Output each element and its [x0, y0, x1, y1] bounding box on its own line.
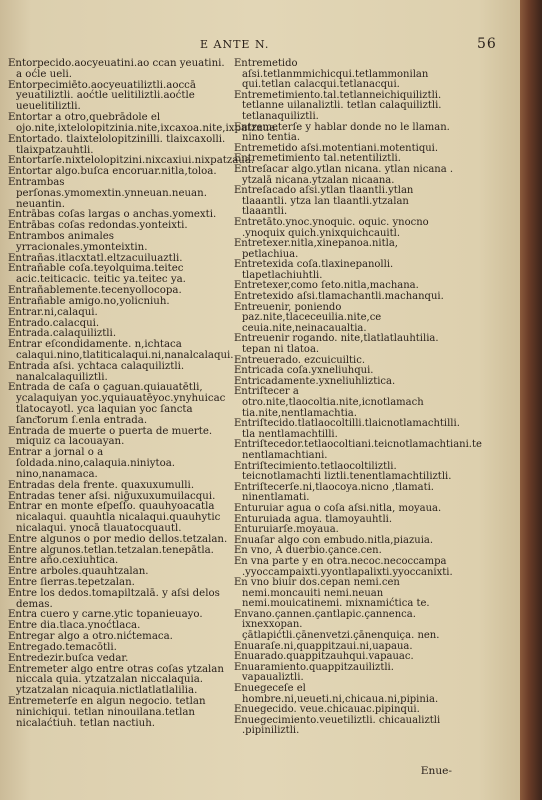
dictionary-entry: Entricada coſa.yxneliuhqui. [234, 365, 374, 377]
dictionary-entry: Entre algunos.tetlan.tetzalan.tenepātla. [8, 544, 214, 556]
dictionary-entry: Entremetimiento tal.netentiliztli. [234, 153, 401, 165]
dictionary-entry: Enuaramiento.quappitzauiliztli. vapaualiztli. [234, 661, 394, 684]
dictionary-entry: Entremetido aſsi.tetlanmmichicqui.tetlammonilan qui.tetlan calacqui.tetlanacqui. [234, 58, 429, 91]
dictionary-entry: Entretexer.nitla,xinepanoa.nitla, petlachiua. [234, 238, 398, 260]
dictionary-entry: Entortado. tlaixtelolopitzinilli. tlaixcaxolli. tlaixpatzauhtli. [8, 133, 226, 156]
dictionary-entry: Enuarado.quappitzauhqui.vapauac. [234, 651, 414, 663]
dictionary-entry: Entreuenir rogando. nite,tlatlatlauhtilia. tepan ni tlatoa. [234, 333, 439, 356]
dictionary-entry: Entortar a otro,quebrādole el ojo.nite,ixtelolopitzinia.nite,ixcaxoa.nite,ixpatzaua. [8, 112, 279, 134]
dictionary-entry: Entretāto.ynoc.ynoquic. oquic. ynocno .ynoquix quich.ynixquichcauitl. [234, 216, 429, 239]
dictionary-entry: Entretexido aſsi.tlamachantli.machanqui. [234, 291, 444, 303]
dictionary-entry: Entremetimiento.tal.tetlanneichiquiliztli. tetlanne uilanaliztli. tetlan calaquiliztli. tetlanaquiliztli. [234, 89, 442, 122]
dictionary-entry: Entortar algo.buſca encoruar.nitla,toloa. [8, 166, 217, 178]
dictionary-entry: Entrada.calaquiliztli. [8, 328, 117, 340]
dictionary-entry: Entrar.ni,calaqui. [8, 306, 98, 318]
dictionary-entry: Enuegecimiento.veuetiliztli. chicaualiztli .pipiniliztli. [234, 714, 441, 737]
dictionary-entry: Entortarſe.nixtelolopitzini.nixcaxiui.nixpatzaua. [8, 155, 255, 167]
dictionary-entry: Entrañable amigo.no,yolicniuh. [8, 295, 170, 307]
dictionary-entry: Entre algunos o por medio dellos.tetzalan. [8, 533, 228, 545]
dictionary-entry: Entrada de caſa o çaguan.quiauatētli, ycalaquiyan yoc.yquiauatēyoc.ynyhuicac tlatocayotl. yca laquian yoc ſancta ſanc͞torum ſ.enla entrada. [8, 382, 226, 426]
dictionary-entry: Enturuiarſe.moyaua. [234, 524, 339, 536]
dictionary-entry: Entremeterſe en algun negocio. tetlan ninichiqui. tetlan ninouilana.tetlan nicalaćtiuh. tetlan nactiuh. [8, 695, 206, 729]
dictionary-entry: Enuaraſe.ni,quappitzaui.ni,uapaua. [234, 640, 413, 652]
right-column [234, 58, 482, 737]
dictionary-entry: Entriſtecimiento.tetlaocoltiliztli. teicnotlamachti liztli.tenentlamachtiliztli. [234, 460, 452, 483]
dictionary-entry: Entre los dedos.tomapiltzalā. y aſsi delos demas. [8, 587, 220, 610]
dictionary-entry: Enuegeceſe el hombre.ni,ueueti.ni,chicaua.ni,pipinia. [234, 683, 439, 705]
dictionary-entry: Entrābas coſas largas o anchas.yomexti. [8, 209, 217, 221]
dictionary-entry: Entra cuero y carne.ytic topanieuayo. [8, 609, 203, 621]
dictionary-entry: Entrar en monte eſpeſſo. quauhyoacatla nicalaqui. quauhtla nicalaqui.quauhytic nicalaqui. ynocā tlauatocquautl. [8, 501, 221, 534]
dictionary-entry: Enuegecido. veue.chicauac.pipinqui. [234, 704, 420, 716]
dictionary-entry: Entremeter algo entre otras coſas ytzalan niccala quia. ytzatzalan niccalaquia. ytzatzalan nicaquia.nictlatlatlalilia. [8, 663, 224, 697]
dictionary-entry: Entredezir.buſca vedar. [8, 652, 129, 664]
dictionary-entry: Enturuiar agua o coſa aſsi.nitla, moyaua. [234, 502, 442, 514]
dictionary-entry: Entrañas.itlacxtatl.eltzacuiluaztli. [8, 252, 183, 264]
dictionary-entry: Entrambos animales yrracionales.ymonteixtin. [8, 231, 148, 253]
dictionary-entry: Entrar a jornal o a ſoldada.nino,calaquia.niniytoa. nino,nanamaca. [8, 447, 176, 480]
dictionary-entry: Enturuiada agua. tlamoyauhtli. [234, 513, 393, 525]
dictionary-entry: Entrada de muerte o puerta de muerte. miquiz ca lacouayan. [8, 425, 213, 448]
dictionary-entry: Entre año.cexiuhtica. [8, 555, 119, 567]
dictionary-entry: Entregar algo a otro.nićtemaca. [8, 631, 173, 643]
dictionary-entry: Entriſtecido.tlatlaocoltilli.tlaicnotlamachtilli. tla nentlamachtilli. [234, 418, 460, 440]
dictionary-entry: En vno, A duerbio.çance.cen. [234, 545, 382, 557]
dictionary-entry: Entrado.calacqui. [8, 317, 100, 329]
dictionary-entry: Envano.çannen.çantlapic.çannenca. ixnexxopan. çātlapićtli.çānenvetzi.çānenquiça. nen. [234, 608, 440, 642]
catchword: Enue- [420, 765, 452, 777]
dictionary-entry: Entre arboles.quauhtzalan. [8, 566, 149, 578]
running-head: E ANTE N. [200, 38, 270, 51]
dictionary-entry: Entradas dela frente. quaxuxumulli. [8, 479, 195, 491]
dictionary-entry: Entretexer,como ſeto.nitla,machana. [234, 280, 419, 292]
dictionary-entry: Entradas tener aſsi. niḡuxuxumuilacqui. [8, 490, 216, 502]
dictionary-entry: Entre ſierras.tepetzalan. [8, 577, 135, 588]
page-edge [520, 0, 542, 800]
dictionary-entry: Entremeterſe y hablar donde no le llaman. nino tentia. [234, 121, 450, 144]
left-column [8, 58, 279, 729]
dictionary-entry: Entrar eſcondidamente. n,ichtaca calaqui.nino,tlatiticalaqui.ni,nanalcalaqui. [8, 339, 234, 361]
dictionary-entry: Entreuenir, poniendo paz.nite,tlaceceuilia.nite,ce ceuia.nite,neinacaualtia. [234, 301, 382, 334]
dictionary-entry: Entregado.temacōtli. [8, 641, 117, 653]
dictionary-entry: Enuaſar algo con embudo.nitla,piazuia. [234, 534, 434, 546]
dictionary-entry: Entrañable coſa.teyolquima.teitec acic.teiticacic. teitic ya.teitec ya. [8, 263, 186, 286]
dictionary-entry: Entre dia.tlaca.ynoćtlaca. [8, 620, 141, 632]
dictionary-entry: Entriſtecedor.tetlaocoltiani.teicnotlamachtiani.te nentlamachtiani. [234, 439, 482, 461]
dictionary-entry: Entriſtecerſe.ni,tlaocoya.nicno ,tlamati. ninentlamati. [234, 481, 434, 504]
dictionary-entry: Entrambas perſonas.ymomextin.ynneuan.neuan. neuantin. [8, 176, 207, 210]
dictionary-entry: En vna parte y en otra.necoc.necoccampa .yyoccampaixti.yyontlapalixti.yyoccanixti. [234, 555, 453, 578]
dictionary-entry: Entreuerado. ezcuicuiltic. [234, 354, 366, 366]
dictionary-entry: Entretexida coſa.tlaxinepanolli. tlapetlachiuhtli. [234, 259, 394, 281]
page-number: 56 [477, 36, 497, 52]
dictionary-entry: Entorpecimiēto.aocyeuatiliztli.aoccā yeuatiliztli. aoćtle uelitiliztli.aoćtle ueuelitiliztli. [8, 79, 196, 113]
dictionary-entry: Entreſacar algo.ytlan nicana. ytlan nicana . ytzalā nicana.ytzalan nicaana. [234, 163, 454, 186]
dictionary-entry: Entriſtecer a otro.nite,tlaocoltia.nite,icnotlamach tia.nite,nentlamachtia. [234, 386, 424, 419]
dictionary-entry: Entorpecido.aocyeuatini.ao ccan yeuatini. a oćle ueli. [8, 58, 225, 80]
dictionary-entry: Entrada aſsi. ychtaca calaquiliztli. nanalcalaquiliztli. [8, 360, 185, 383]
dictionary-entry: Entreſacado aſsi.ytlan tlaantli.ytlan tlaaantli. ytza lan tlaantli.ytzalan tlaaantli. [234, 185, 414, 218]
page-header [0, 38, 520, 54]
dictionary-entry: Entremetido aſsi.motentiani.motentiqui. [234, 142, 439, 154]
dictionary-entry: Entrābas coſas redondas.yonteixti. [8, 220, 188, 232]
dictionary-entry: Entrañablemente.tecenyollocopa. [8, 285, 182, 297]
dictionary-entry: Entricadamente.yxneliuhliztica. [234, 375, 396, 387]
dictionary-entry: En vno biuir dos.cepan nemi.cen nemi.moncauiti nemi.neuan nemi.mouicatinemi. mixnamićtica te. [234, 577, 430, 610]
